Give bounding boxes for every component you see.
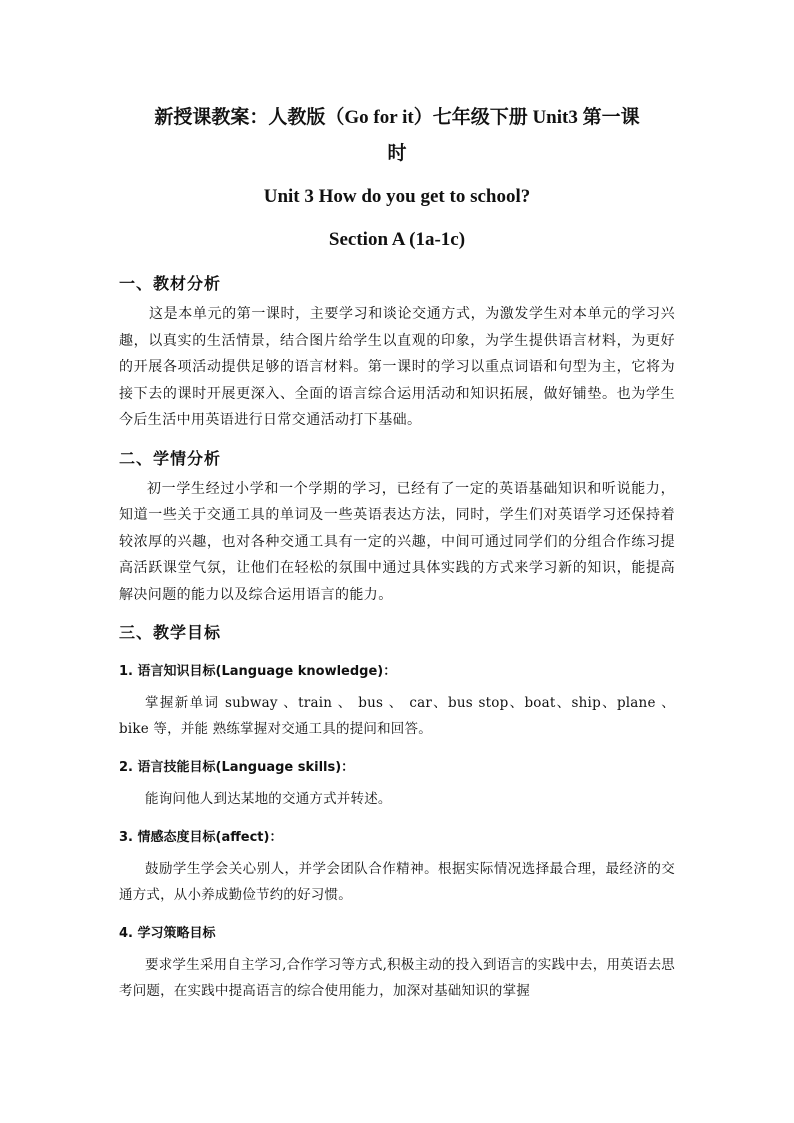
goal-heading-learning-strategy [119,922,675,946]
goal-number: 4. [119,926,133,941]
section-title: Section A (1a-1c) [328,229,466,250]
heading-student-analysis: 二、学情分析 [119,448,222,468]
goal-title: 学习策略目标 [137,926,216,941]
paragraph-textbook-analysis: 这是本单元的第一课时，主要学习和谈论交通方式，为激发学生对本单元的学习兴趣，以真实的生活情景，结合图片给学生以直观的印象，为学生提供语言材料，为更好的开展各项活动提供足够的语言材料。第一课时的学习以重点词语和句型为主，它将为接下去的课时开展更深入、全面的语言综合运用活动和知识拓展，做好铺垫。也为学生今后生活中用英语进行日常交通活动打下基础。 [119,306,675,428]
goal-title: 语言知识目标(Language knowledge)： [137,664,397,679]
goal-number: 3. [119,830,133,845]
goal-number: 1. [119,664,133,679]
goal-body-language-knowledge: 掌握新单词 subway 、train 、 bus 、 car、bus stop、boat、ship、plane 、bike 等，并能 熟练掌握对交通工具的提问和回答。 [119,695,675,737]
document-content [119,100,675,1004]
goal-body-affect: 鼓励学生学会关心别人，并学会团队合作精神。根据实际情况选择最合理，最经济的交通方式，从小养成勤俭节约的好习惯。 [119,861,675,903]
goal-number: 2. [119,760,133,775]
goal-heading-language-skills [119,756,675,780]
document-title [119,100,675,172]
document-title-line-2: 时 [387,143,407,164]
unit-title: Unit 3 How do you get to school? [263,186,531,207]
paragraph-student-analysis: 初一学生经过小学和一个学期的学习，已经有了一定的英语基础知识和听说能力，知道一些关于交通工具的单词及一些英语表达方法，同时，学生们对英语学习还保持着较浓厚的兴趣，也对各种交通工具有一定的兴趣，中间可通过同学们的分组合作练习提高活跃课堂气氛，让他们在轻松的氛围中通过具体实践的方式来学习新的知识，能提高解决问题的能力以及综合运用语言的能力。 [119,480,675,603]
document-title-line-1: 新授课教案：人教版（Go for it）七年级下册 Unit3 第一课 [154,107,640,128]
goal-title: 情感态度目标(affect)： [137,830,283,845]
heading-teaching-objectives: 三、教学目标 [119,623,222,642]
goal-body-language-skills: 能询问他人到达某地的交通方式并转述。 [145,791,392,807]
heading-textbook-analysis: 一、教材分析 [119,274,222,293]
goal-heading-language-knowledge [119,660,675,684]
goal-body-learning-strategy: 要求学生采用自主学习,合作学习等方式,积极主动的投入到语言的实践中去，用英语去思考问题，在实践中提高语言的综合使用能力，加深对基础知识的掌握 [119,957,675,999]
goal-heading-affect [119,826,675,850]
goal-title: 语言技能目标(Language skills)： [137,760,355,775]
